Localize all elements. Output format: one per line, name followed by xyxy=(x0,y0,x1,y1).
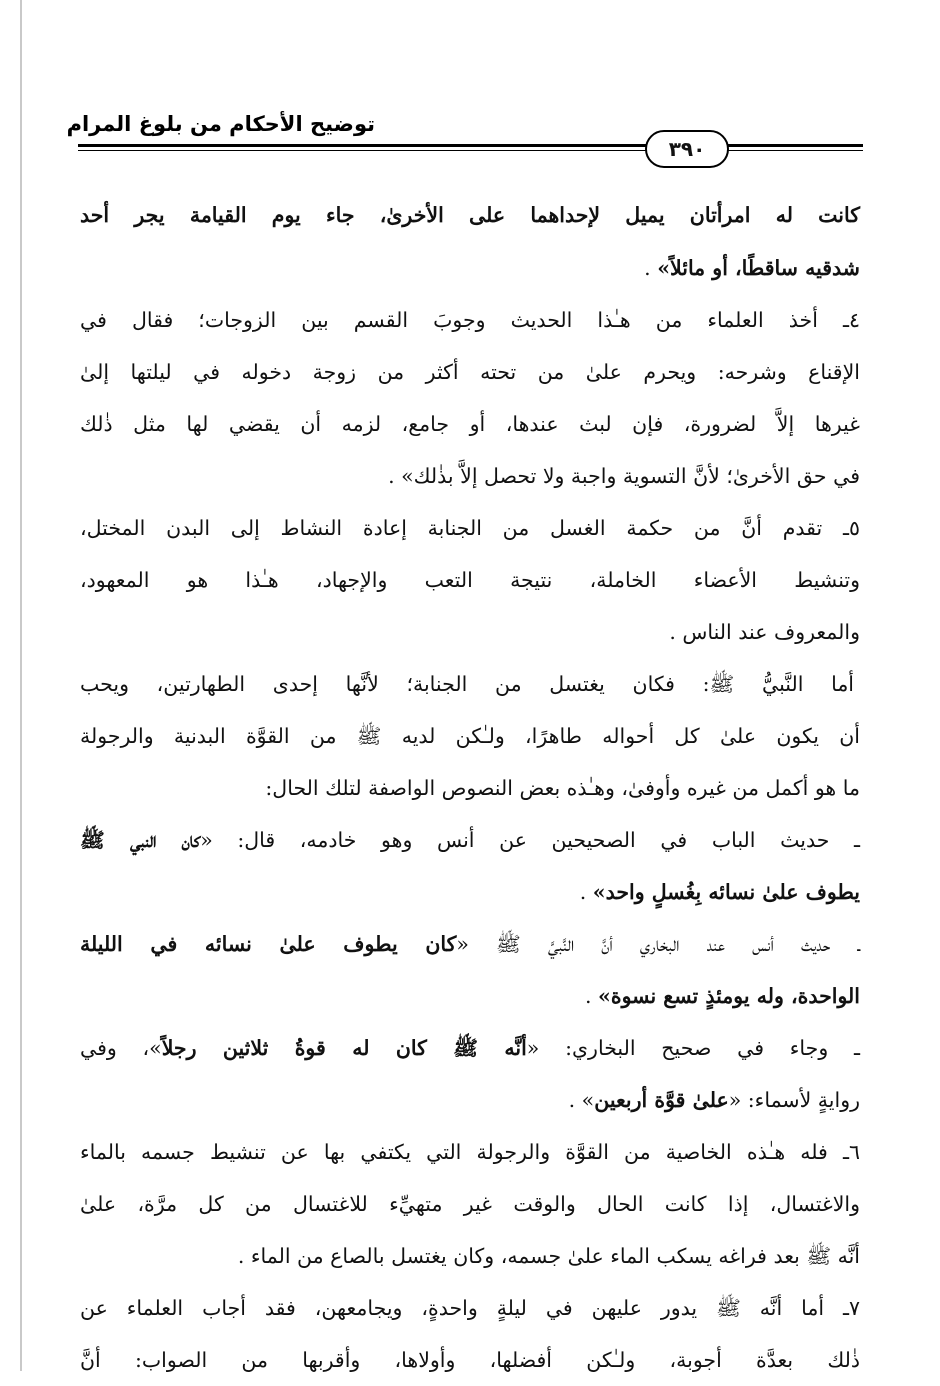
bold-quote-segment: أنَّه ﷺ كان له قوةُ ثلاثين رجلاً xyxy=(161,1036,527,1060)
bold-quote-segment: كان النبي ﷺ xyxy=(80,828,201,852)
page-edge xyxy=(20,0,22,1371)
text-segment: ـ وجاء في صحيح البخاري: « xyxy=(526,1036,860,1060)
text-line xyxy=(80,1282,860,1334)
text-segment: . xyxy=(579,880,593,904)
bold-quote-segment: الواحدة، وله يومئذٍ تسع نسوة» xyxy=(598,984,860,1008)
text-line xyxy=(80,710,860,762)
text-line xyxy=(80,450,860,502)
text-segment: ما هو أكمل من غيره وأوفىٰ، وهـٰذه بعض النصوص الواصفة لتلك الحال: xyxy=(265,776,860,800)
text-line xyxy=(80,814,860,866)
text-segment: الإقناع وشرحه: ويحرم علىٰ من تحته أكثر من زوجة دخوله في ليلتها إلىٰ xyxy=(80,360,860,384)
text-segment: أما النَّبيُّ ﷺ: فكان يغتسل من الجنابة؛ لأنَّها إحدى الطهارتين، ويحب xyxy=(80,672,854,696)
text-line xyxy=(80,658,860,710)
text-line xyxy=(80,866,860,918)
text-line xyxy=(80,502,860,554)
text-segment: . xyxy=(584,984,599,1008)
text-line xyxy=(80,1178,860,1230)
text-segment: . xyxy=(644,256,658,280)
bold-quote-segment: كان يطوف علىٰ نسائه في الليلة xyxy=(80,932,457,956)
text-line xyxy=(80,1022,860,1074)
bold-quote-segment: يطوف علىٰ نسائه بِغُسلٍ واحد» xyxy=(592,880,860,904)
header-rule-thin xyxy=(78,150,863,151)
header-rule-thick xyxy=(78,144,863,147)
text-line xyxy=(80,1074,860,1126)
text-line xyxy=(80,1334,860,1386)
text-segment: أنَّه ﷺ بعد فراغه يسكب الماء علىٰ جسمه، وكان يغتسل بالصاع من الماء . xyxy=(237,1244,860,1268)
text-segment: ٧ـ أما أنَّه ﷺ يدور عليهن في ليلةٍ واحدةٍ، ويجامعهن، فقد أجاب العلماء عن xyxy=(80,1296,860,1320)
text-segment: ٦ـ فله هـٰذه الخاصية من القوَّة والرجولة التي يكتفي بها عن تنشيط جسمه بالماء xyxy=(80,1140,860,1164)
text-segment: في حق الأخرىٰ؛ لأنَّ التسوية واجبة ولا تحصل إلاَّ بذٰلك» . xyxy=(388,464,860,488)
page-number-badge: ٣٩٠ xyxy=(645,130,729,168)
text-segment: والمعروف عند الناس . xyxy=(669,620,860,644)
text-line xyxy=(80,606,860,658)
running-header-title: توضيح الأحكام من بلوغ المرام xyxy=(66,112,375,136)
text-segment: أن يكون علىٰ كل أحواله طاهرًا، ولـٰكن لديه ﷺ من القوَّة البدنية والرجولة xyxy=(80,724,860,748)
text-segment: ـ حديث الباب في الصحيحين عن أنس وهو خادمه، قال: « xyxy=(200,828,860,852)
text-segment: ـ حديث أنس عند البخاري أنَّ النَّبيَّ ﷺ « xyxy=(456,932,861,956)
text-line xyxy=(80,554,860,606)
text-line xyxy=(80,242,860,294)
body-text xyxy=(80,188,860,1386)
text-line xyxy=(80,294,860,346)
text-line xyxy=(80,188,860,242)
text-line xyxy=(80,398,860,450)
bold-quote-segment: شدقيه ساقطًا، أو مائلاً» xyxy=(657,256,860,280)
text-line xyxy=(80,970,860,1022)
text-segment: » . xyxy=(568,1088,595,1112)
text-line xyxy=(80,1126,860,1178)
text-segment: ٤ـ أخذ العلماء من هـٰذا الحديث وجوبَ القسم بين الزوجات؛ فقال في xyxy=(80,308,860,332)
text-line xyxy=(80,346,860,398)
bold-quote-segment: كانت له امرأتان يميل لإحداهما على الأخرىٰ، جاء يوم القيامة يجر أحد xyxy=(80,203,861,227)
text-line xyxy=(80,1230,860,1282)
text-segment: ٥ـ تقدم أنَّ من حكمة الغسل من الجنابة إعادة النشاط إلى البدن المختل، xyxy=(80,516,860,540)
text-segment: روايةٍ لأسماء: « xyxy=(728,1088,860,1112)
text-segment: والاغتسال، إذا كانت الحال والوقت غير متهيِّء للاغتسال من كل مرَّة، علىٰ xyxy=(80,1192,860,1216)
text-segment: ذٰلك بعدَّة أجوبة، ولـٰكن أفضلها، وأولاها، وأقربها من الصواب: أنَّ xyxy=(80,1348,860,1372)
text-segment: غيرها إلاَّ لضرورة، فإن لبث عندها، أو جامع، لزمه أن يقضي لها مثل ذٰلك xyxy=(80,412,860,436)
text-segment: وتنشيط الأعضاء الخاملة، نتيجة التعب والإجهاد، هـٰذا هو المعهود، xyxy=(80,568,860,592)
text-line xyxy=(80,762,860,814)
text-line xyxy=(80,918,860,970)
text-segment: »، وفي xyxy=(80,1036,162,1060)
bold-quote-segment: علىٰ قوَّة أربعين xyxy=(594,1088,729,1112)
